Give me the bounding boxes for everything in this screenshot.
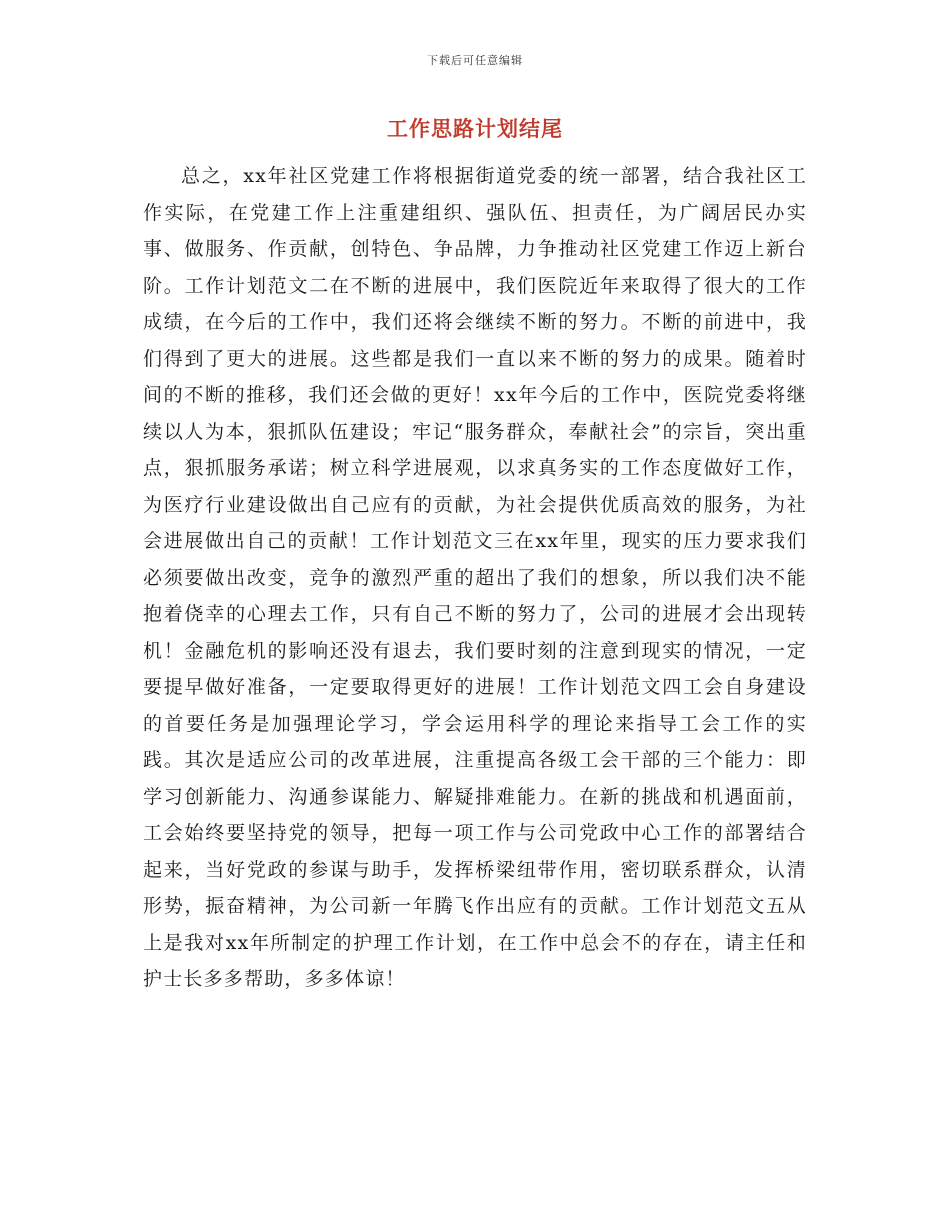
header-note: 下载后可任意编辑 (427, 54, 523, 67)
body-paragraph: 总之，xx年社区党建工作将根据街道党委的统一部署，结合我社区工作实际，在党建工作上注重建组织、强队伍、担责任，为广阔居民办实事、做服务、作贡献，创特色、争品牌，力争推动社区党建工作迈上新台阶。工作计划范文二在不断的进展中，我们医院近年来取得了很大的工作成绩，在今后的工作中，我们还将会继续不断的努力。不断的前进中，我们得到了更大的进展。这些都是我们一直以来不断的努力的成果。随着时间的不断的推移，我们还会做的更好！xx年今后的工作中，医院党委将继续以人为本，狠抓队伍建设；牢记“服务群众，奉献社会”的宗旨，突出重点，狠抓服务承诺；树立科学进展观，以求真务实的工作态度做好工作，为医疗行业建设做出自己应有的贡献，为社会提供优质高效的服务，为社会进展做出自己的贡献！工作计划范文三在xx年里，现实的压力要求我们必须要做出改变，竞争的激烈严重的超出了我们的想象，所以我们决不能抱着侥幸的心理去工作，只有自己不断的努力了，公司的进展才会出现转机！金融危机的影响还没有退去，我们要时刻的注意到现实的情况，一定要提早做好准备，一定要取得更好的进展！工作计划范文四工会自身建设的首要任务是加强理论学习，学会运用科学的理论来指导工会工作的实践。其次是适应公司的改革进展，注重提高各级工会干部的三个能力：即学习创新能力、沟通参谋能力、解疑排难能力。在新的挑战和机遇面前，工会始终要坚持党的领导，把每一项工作与公司党政中心工作的部署结合起来，当好党政的参谋与助手，发挥桥梁纽带作用，密切联系群众，认清形势，振奋精神，为公司新一年腾飞作出应有的贡献。工作计划范文五从上是我对xx年所制定的护理工作计划，在工作中总会不的存在，请主任和护士长多多帮助，多多体谅！ (143, 165, 807, 990)
document-title: 工作思路计划结尾 (387, 116, 563, 141)
